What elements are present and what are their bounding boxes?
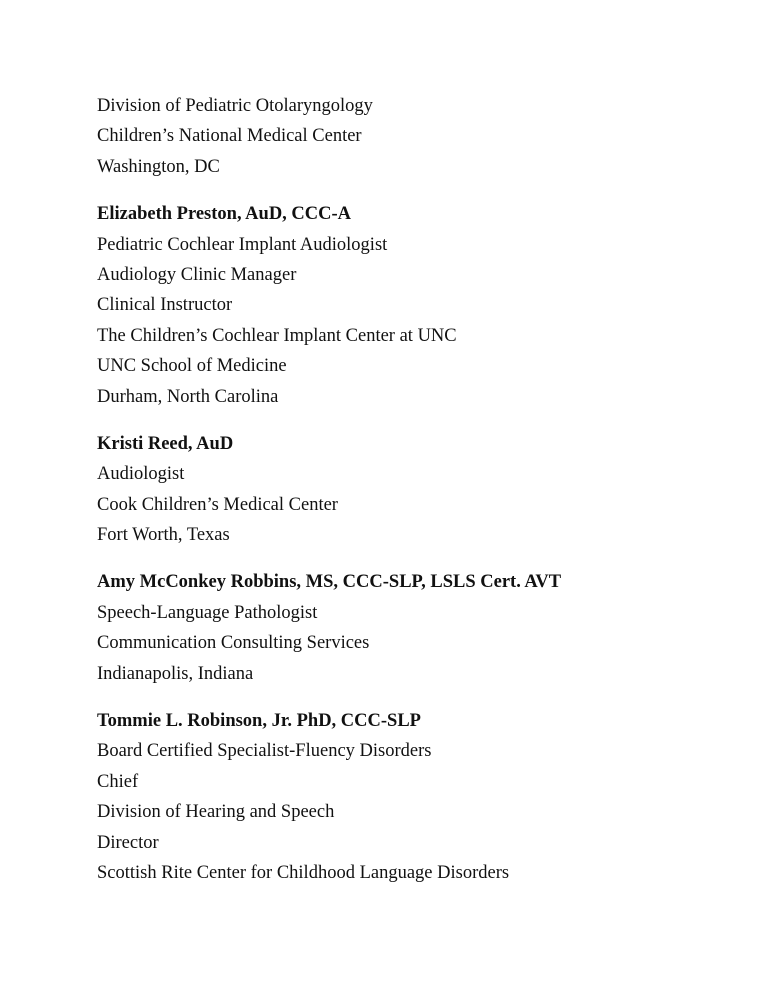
person-name: Kristi Reed, AuD xyxy=(97,433,234,454)
affiliation-line: The Children’s Cochlear Implant Center at UNC xyxy=(97,325,457,346)
affiliation-line: Indianapolis, Indiana xyxy=(97,663,254,684)
affiliation-line: Chief xyxy=(97,771,139,792)
affiliation-line: Audiology Clinic Manager xyxy=(97,264,297,285)
affiliation-line: Communication Consulting Services xyxy=(97,633,370,654)
affiliation-line: Fort Worth, Texas xyxy=(97,525,230,546)
entry-robbins xyxy=(97,567,737,689)
person-name: Elizabeth Preston, AuD, CCC-A xyxy=(97,204,352,225)
entry-robinson xyxy=(97,706,737,888)
affiliation-line: Board Certified Specialist-Fluency Disorders xyxy=(97,741,432,762)
affiliation-line: Audiologist xyxy=(97,464,185,485)
entry-reed xyxy=(97,429,737,551)
affiliation-line: Director xyxy=(97,832,159,853)
entry-continued xyxy=(97,91,737,182)
affiliation-line: Speech-Language Pathologist xyxy=(97,602,318,623)
document-page xyxy=(97,91,737,888)
affiliation-line: Pediatric Cochlear Implant Audiologist xyxy=(97,234,388,255)
person-name: Tommie L. Robinson, Jr. PhD, CCC-SLP xyxy=(97,711,421,732)
affiliation-line: Children’s National Medical Center xyxy=(97,126,362,147)
affiliation-line: Washington, DC xyxy=(97,156,220,177)
affiliation-line: Cook Children’s Medical Center xyxy=(97,494,338,515)
affiliation-line: Division of Hearing and Speech xyxy=(97,802,335,823)
affiliation-line: Scottish Rite Center for Childhood Language Disorders xyxy=(97,862,510,883)
affiliation-line: Clinical Instructor xyxy=(97,295,233,316)
affiliation-line: Division of Pediatric Otolaryngology xyxy=(97,96,373,116)
affiliation-line: Durham, North Carolina xyxy=(97,386,279,407)
person-name: Amy McConkey Robbins, MS, CCC-SLP, LSLS Cert. AVT xyxy=(97,572,562,593)
affiliation-line: UNC School of Medicine xyxy=(97,356,287,377)
entry-preston xyxy=(97,199,737,412)
